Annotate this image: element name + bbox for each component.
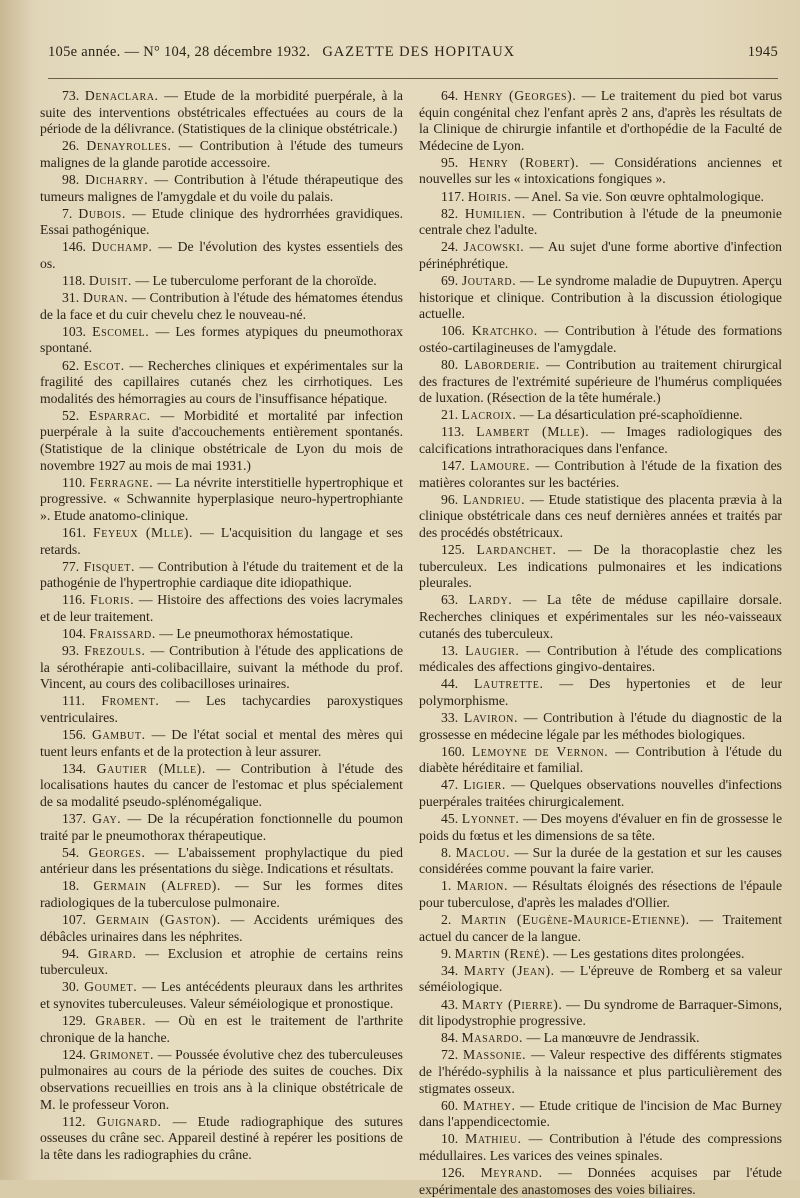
entry-number: 62.	[62, 357, 80, 373]
entry-number: 10.	[441, 1131, 459, 1147]
thesis-title: Contribution à l'étude du diabète héréditaire et familial.	[419, 743, 783, 776]
thesis-entry: 24. Jacowski. — Au sujet d'une forme abortive d'infection périnéphrétique.	[419, 239, 783, 271]
thesis-entry: 69. Joutard. — Le syndrome maladie de Dupuytren. Aperçu historique et clinique. Contribution à la discussion étiologique actuelle.	[419, 273, 782, 322]
thesis-title: Contribution à l'étude des formations ostéo-cartilagineuses de l'amygdale.	[419, 323, 783, 355]
journal-title: GAZETTE DES HOPITAUX	[322, 44, 516, 60]
entry-number: 107.	[62, 912, 86, 928]
right-column	[419, 88, 783, 1197]
author-name: Kratchko.	[471, 323, 538, 339]
author-name: Marty (Jean).	[463, 962, 555, 978]
author-name: Mathey.	[462, 1097, 516, 1113]
thesis-entry: 31. Duran. — Contribution à l'étude des hématomes étendus de la face et du cuir chevelu chez le nouveau-né.	[40, 290, 404, 322]
author-name: Meyrand.	[480, 1165, 543, 1180]
thesis-entry: 161. Feyeux (Mlle). — L'acquisition du langage et ses retards.	[40, 524, 404, 557]
entry-number: 104.	[62, 626, 86, 641]
entry-number: 8.	[441, 844, 452, 860]
thesis-title: Des hypertonies et de leur polymorphisme.	[419, 676, 783, 708]
thesis-title: La manœuvre de Jendrassik.	[543, 1030, 700, 1046]
author-name: Froment.	[101, 693, 160, 709]
entry-number: 96.	[441, 491, 459, 507]
entry-number: 156.	[62, 727, 86, 743]
author-name: Graber.	[95, 1013, 147, 1029]
thesis-entry: 96. Landrieu. — Etude statistique des placenta prævia à la clinique obstétricale dans ces neuf dernières années et traités par des procédés obstétricaux.	[419, 491, 783, 540]
page-number: 1945	[747, 44, 778, 60]
author-name: Feyeux (Mlle).	[93, 524, 194, 540]
thesis-entry: 52. Esparrac. — Morbidité et mortalité par infection puerpérale à la suite d'accouchements entièrement spontanés. (Statistique de la clinique obstétricale de Lyon du mois de novembre 1927 au mois de mai 1931.)	[40, 407, 403, 473]
entry-number: 7.	[62, 205, 73, 221]
entry-number: 106.	[441, 323, 465, 339]
thesis-entry: 112. Guignard. — Etude radiographique des sutures osseuses du crâne sec. Appareil destiné à repérer les positions de la tête dans les radiographies du crâne.	[40, 1113, 403, 1162]
author-name: Duran.	[82, 290, 129, 306]
thesis-entry: 18. Germain (Alfred). — Sur les formes dites radiologiques de la tuberculose pulmonaire.	[40, 878, 404, 910]
author-name: Laviron.	[463, 709, 518, 725]
thesis-entry: 111. Froment. — Les tachycardies paroxystiques ventriculaires.	[40, 693, 403, 725]
entry-number: 161.	[62, 524, 86, 540]
thesis-title: De la thoracoplastie chez les tuberculeux. Les indications pulmonaires et les indications pleurales.	[419, 542, 783, 591]
author-name: Joutard.	[461, 273, 517, 289]
thesis-entry: 43. Marty (Pierre). — Du syndrome de Barraquer-Simons, dit lipodystrophie progressive.	[419, 996, 782, 1029]
thesis-entry: 94. Girard. — Exclusion et atrophie de certains reins tuberculeux.	[40, 945, 404, 978]
issue-info: 105e année. — N° 104, 28 décembre 1932.	[48, 44, 311, 60]
author-name: Henry (Robert).	[468, 154, 580, 170]
thesis-entry: 1. Marion. — Résultats éloignés des résections de l'épaule pour tuberculose, d'après les malades d'Ollier.	[419, 878, 783, 910]
author-name: Lautrette.	[474, 676, 544, 692]
thesis-title: Contribution à l'étude des complications médicales des affections gingivo-dentaires.	[419, 642, 783, 675]
header-rule	[48, 78, 778, 79]
author-name: Girard.	[87, 945, 137, 961]
thesis-entry: 7. Dubois. — Etude clinique des hydrorrhées gravidiques. Essai pathogénique.	[40, 205, 404, 238]
entry-number: 54.	[62, 844, 80, 860]
thesis-title: Du syndrome de Barraquer-Simons, dit lipodystrophie progressive.	[419, 996, 782, 1029]
author-name: Floris.	[90, 592, 135, 608]
entry-number: 110.	[62, 474, 86, 490]
thesis-entry: 30. Goumet. — Les antécédents pleuraux dans les arthrites et synovites tuberculeuses. Valeur séméiologique et pronostique.	[40, 979, 403, 1012]
thesis-title: Sur la durée de la gestation et sur les causes considérées comme pouvant la faire varier.	[419, 844, 783, 877]
author-name: Duisit.	[88, 273, 132, 289]
entry-number: 160.	[441, 743, 465, 759]
author-name: Frezouls.	[84, 643, 146, 659]
author-name: Georges.	[88, 844, 146, 860]
entry-number: 9.	[441, 945, 452, 961]
author-name: Goumet.	[84, 979, 138, 995]
author-name: Fisquet.	[83, 558, 136, 574]
thesis-entry: 33. Laviron. — Contribution à l'étude du diagnostic de la grossesse en médecine légale par les méthodes biologiques.	[419, 709, 782, 742]
author-name: Denayrolles.	[86, 138, 172, 154]
thesis-title: Les antécédents pleuraux dans les arthrites et synovites tuberculeuses. Valeur séméiologique et pronostique.	[40, 979, 403, 1012]
thesis-title: Où en est le traitement de l'arthrite chronique de la hanche.	[40, 1013, 404, 1045]
thesis-title: Histoire des affections des voies lacrymales et de leur traitement.	[40, 592, 403, 624]
entry-number: 43.	[441, 996, 459, 1012]
thesis-entry: 84. Masardo. — La manœuvre de Jendrassik.	[441, 1030, 700, 1046]
entry-number: 77.	[62, 558, 80, 574]
thesis-entry: 8. Maclou. — Sur la durée de la gestation et sur les causes considérées comme pouvant la faire varier.	[419, 844, 783, 877]
author-name: Laborderie.	[464, 357, 540, 372]
thesis-entry: 104. Fraissard. — Le pneumothorax hémostatique.	[62, 626, 354, 641]
entry-number: 1.	[441, 878, 452, 894]
entry-number: 124.	[62, 1046, 86, 1062]
entry-number: 69.	[441, 273, 459, 289]
entry-number: 116.	[62, 592, 86, 608]
thesis-title: Contribution à l'étude des applications de la sérothérapie anti-colibacillaire, suivant la méthode du prof. Vincent, au cours des colibacilloses urinaires.	[40, 643, 404, 692]
thesis-entry: 47. Ligier. — Quelques observations nouvelles d'infections puerpérales traitées chirurgicalement.	[419, 777, 783, 809]
author-name: Lacroix.	[461, 407, 517, 423]
left-column	[40, 88, 403, 1162]
thesis-title: L'acquisition du langage et ses retards.	[40, 524, 404, 557]
thesis-title: Les formes atypiques du pneumothorax spontané.	[40, 323, 404, 356]
thesis-title: Etude critique de l'incision de Mac Burney dans l'appendicectomie.	[419, 1097, 783, 1130]
thesis-title: Exclusion et atrophie de certains reins tuberculeux.	[40, 945, 404, 978]
entry-number: 129.	[62, 1013, 86, 1029]
author-name: Humilien.	[464, 205, 526, 221]
author-name: Germain (Gaston).	[95, 912, 221, 928]
entry-number: 34.	[441, 962, 459, 978]
thesis-title: Résultats éloignés des résections de l'épaule pour tuberculose, d'après les malades d'Ollier.	[419, 878, 783, 910]
entry-number: 112.	[62, 1113, 86, 1129]
entry-number: 33.	[441, 709, 459, 725]
thesis-entry: 82. Humilien. — Contribution à l'étude de la pneumonie centrale chez l'adulte.	[419, 205, 783, 238]
thesis-entry: 21. Lacroix. — La désarticulation pré-scaphoïdienne.	[441, 407, 743, 423]
entry-number: 98.	[62, 171, 80, 187]
thesis-title: La névrite interstitielle hypertrophique et progressive. « Schwannite hyperplasique neuro-hypertrophiante ». Etude anatomo-clinique.	[40, 474, 403, 523]
thesis-entry: 2. Martin (Eugène-Maurice-Etienne). — Traitement actuel du cancer de la langue.	[419, 912, 782, 944]
thesis-title: Données acquises par l'étude expérimentale des anastomoses des voies biliaires.	[419, 1165, 783, 1197]
thesis-title: Contribution à l'étude de la fixation des matières colorantes sur les bactéries.	[419, 458, 783, 490]
thesis-title: Poussée évolutive chez des tuberculeuses pulmonaires au cours de la période des suites de couches. Dix observations recueillies en trois ans à la clinique obstétricale de M. le professeur Voron.	[40, 1046, 403, 1112]
author-name: Lemoyne de Vernon.	[471, 743, 609, 759]
thesis-entry: 107. Germain (Gaston). — Accidents urémiques des débâcles urinaires dans les néphrites.	[40, 912, 404, 944]
author-name: Laugier.	[465, 642, 520, 658]
entry-number: 113.	[441, 424, 465, 440]
thesis-entry: 60. Mathey. — Etude critique de l'incision de Mac Burney dans l'appendicectomie.	[419, 1097, 783, 1130]
thesis-title: Morbidité et mortalité par infection puerpérale à la suite d'accouchements entièrement spontanés. (Statistique de la clinique obstétricale de Lyon du mois de novembre 1927 au mois de mai 1931.)	[40, 407, 403, 473]
thesis-title: Etude de la morbidité puerpérale, à la suite des interventions obstétricales effectuées au cours de la période de la délivrance. (Statistiques de la clinique obstétricale.)	[40, 88, 404, 137]
author-name: Marion.	[456, 878, 508, 894]
author-name: Lardanchet.	[476, 542, 557, 558]
thesis-title: Etude clinique des hydrorrhées gravidiques. Essai pathogénique.	[40, 205, 404, 238]
author-name: Henry (Georges).	[463, 88, 577, 103]
entry-number: 73.	[62, 88, 80, 103]
entry-number: 94.	[62, 945, 80, 961]
thesis-title: Contribution à l'étude du diagnostic de la grossesse en médecine légale par les méthodes biologiques.	[419, 709, 782, 742]
author-name: Gay.	[92, 811, 122, 827]
thesis-entry: 98. Dicharry. — Contribution à l'étude thérapeutique des tumeurs malignes de l'amygdale et du voile du palais.	[40, 171, 404, 204]
author-name: Martin (Eugène-Maurice-Etienne).	[460, 912, 690, 928]
entry-number: 30.	[62, 979, 80, 995]
thesis-title: Etude radiographique des sutures osseuses du crâne sec. Appareil destiné à repérer les positions de la tête dans les radiographies du crâne.	[40, 1113, 403, 1162]
author-name: Lyonnet.	[461, 811, 520, 827]
thesis-title: Contribution à l'étude des tumeurs malignes de la glande parotide accessoire.	[40, 138, 404, 170]
thesis-title: Contribution à l'étude de la pneumonie centrale chez l'adulte.	[419, 205, 783, 238]
thesis-title: Contribution à l'étude des compressions médullaires. Les varices des veines spinales.	[419, 1131, 782, 1163]
thesis-entry: 13. Laugier. — Contribution à l'étude des complications médicales des affections gingivo-dentaires.	[419, 642, 783, 675]
author-name: Dicharry.	[85, 171, 149, 187]
thesis-entry: 72. Massonie. — Valeur respective des différents stigmates de l'hérédo-syphilis à la naissance et plus particulièrement des stigmates osseux.	[419, 1047, 782, 1096]
entry-number: 117.	[441, 188, 465, 204]
author-name: Lamoure.	[470, 458, 531, 474]
entry-number: 111.	[62, 693, 85, 709]
entry-number: 146.	[62, 239, 86, 255]
thesis-entry: 10. Mathieu. — Contribution à l'étude des compressions médullaires. Les varices des veines spinales.	[419, 1131, 782, 1163]
thesis-title: De l'évolution des kystes essentiels des os.	[40, 239, 404, 271]
thesis-entry: 160. Lemoyne de Vernon. — Contribution à l'étude du diabète héréditaire et familial.	[419, 743, 783, 776]
author-name: Gambut.	[91, 727, 146, 743]
thesis-title: La désarticulation pré-scaphoïdienne.	[536, 407, 743, 423]
thesis-title: Valeur respective des différents stigmates de l'hérédo-syphilis à la naissance et plus particulièrement des stigmates osseux.	[419, 1047, 782, 1096]
thesis-title: Images radiologiques des calcifications intrathoraciques dans l'enfance.	[419, 424, 783, 456]
author-name: Masardo.	[461, 1030, 524, 1046]
thesis-title: Etude statistique des placenta prævia à la clinique obstétricale dans ces neuf dernières années et traités par des procédés obstétricaux.	[419, 491, 783, 540]
entry-number: 72.	[441, 1047, 459, 1063]
thesis-title: Recherches cliniques et expérimentales sur la fragilité des capillaires cutanés chez les cirrhotiques. Les modalités des hémorragies au cours de l'insuffisance hépatique.	[40, 357, 404, 406]
entry-number: 118.	[62, 273, 86, 289]
thesis-entry: 95. Henry (Robert). — Considérations anciennes et nouvelles sur les « intoxications fongiques ».	[419, 154, 783, 187]
thesis-entry: 93. Frezouls. — Contribution à l'étude des applications de la sérothérapie anti-colibacillaire, suivant la méthode du prof. Vincent, au cours des colibacilloses urinaires.	[40, 643, 404, 692]
running-header	[48, 44, 778, 66]
thesis-entry: 110. Ferragne. — La névrite interstitielle hypertrophique et progressive. « Schwannite hyperplasique neuro-hypertrophiante ». Etude anatomo-clinique.	[40, 474, 403, 523]
author-name: Germain (Alfred).	[93, 878, 221, 894]
thesis-title: De la récupération fonctionnelle du poumon traité par le pneumothorax thérapeutique.	[40, 811, 403, 843]
author-name: Dubois.	[78, 205, 126, 221]
thesis-entry: 126. Meyrand. — Données acquises par l'étude expérimentale des anastomoses des voies biliaires.	[419, 1165, 783, 1197]
author-name: Maclou.	[455, 844, 510, 860]
thesis-entry: 44. Lautrette. — Des hypertonies et de leur polymorphisme.	[419, 676, 783, 708]
thesis-title: Le syndrome maladie de Dupuytren. Aperçu historique et clinique. Contribution à la discussion étiologique actuelle.	[419, 273, 782, 322]
thesis-entry: 54. Georges. — L'abaissement prophylactique du pied antérieur dans les présentations du siège. Indications et résultats.	[40, 844, 404, 877]
thesis-entry: 129. Graber. — Où en est le traitement de l'arthrite chronique de la hanche.	[40, 1013, 404, 1045]
author-name: Esparrac.	[88, 407, 151, 423]
thesis-title: Contribution à l'étude des localisations hautes du cancer de l'estomac et plus spécialement de sa modalité pseudo-splénomégalique.	[40, 760, 403, 809]
thesis-entry: 137. Gay. — De la récupération fonctionnelle du poumon traité par le pneumothorax thérapeutique.	[40, 811, 403, 843]
entry-number: 60.	[441, 1097, 459, 1113]
entry-number: 95.	[441, 154, 459, 170]
entry-number: 44.	[441, 676, 459, 692]
thesis-title: Quelques observations nouvelles d'infections puerpérales traitées chirurgicalement.	[419, 777, 783, 809]
entry-number: 103.	[62, 323, 86, 339]
thesis-entry: 62. Escot. — Recherches cliniques et expérimentales sur la fragilité des capillaires cutanés chez les cirrhotiques. Les modalités des hémorragies au cours de l'insuffisance hépatique.	[40, 357, 404, 406]
thesis-entry: 103. Escomel. — Les formes atypiques du pneumothorax spontané.	[40, 323, 404, 356]
author-name: Grimonet.	[89, 1046, 154, 1062]
entry-number: 82.	[441, 205, 459, 221]
thesis-title: Contribution à l'étude des hématomes étendus de la face et du cuir chevelu chez le nouveau-né.	[40, 290, 404, 322]
entry-number: 18.	[62, 878, 80, 894]
author-name: Guignard.	[96, 1113, 162, 1129]
author-name: Mathieu.	[465, 1131, 522, 1147]
author-name: Denaclara.	[84, 88, 159, 103]
thesis-entry: 156. Gambut. — De l'état social et mental des mères qui tuent leurs enfants et de la protection à leur assurer.	[40, 727, 404, 759]
entry-number: 64.	[441, 88, 459, 103]
thesis-title: Anel. Sa vie. Son œuvre ophtalmologique.	[531, 188, 764, 204]
thesis-title: Le tuberculome perforant de la choroïde.	[152, 273, 377, 289]
thesis-title: Traitement actuel du cancer de la langue.	[419, 912, 782, 944]
author-name: Escot.	[83, 357, 125, 373]
entry-number: 126.	[441, 1165, 465, 1180]
thesis-entry: 73. Denaclara. — Etude de la morbidité puerpérale, à la suite des interventions obstétricales effectuées au cours de la période de la délivrance. (Statistiques de la clinique obstétricale.)	[40, 88, 404, 137]
thesis-title: La tête de méduse capillaire dorsale. Recherches cliniques et expérimentales sur les néo-vaisseaux cutanés des tuberculeux.	[419, 592, 782, 641]
author-name: Marty (Pierre).	[461, 996, 563, 1012]
thesis-title: Au sujet d'une forme abortive d'infection périnéphrétique.	[419, 239, 783, 271]
entry-number: 2.	[441, 912, 452, 928]
thesis-entry: 116. Floris. — Histoire des affections des voies lacrymales et de leur traitement.	[40, 592, 403, 624]
author-name: Martin (René).	[454, 945, 550, 961]
thesis-title: Les gestations dites prolongées.	[570, 945, 745, 961]
thesis-entry: 63. Lardy. — La tête de méduse capillaire dorsale. Recherches cliniques et expérimentales sur les néo-vaisseaux cutanés des tuberculeux.	[419, 592, 782, 641]
entry-number: 147.	[441, 458, 465, 474]
author-name: Duchamp.	[91, 239, 153, 255]
author-name: Jacowski.	[463, 239, 525, 255]
thesis-title: Le traitement du pied bot varus équin congénital chez l'enfant après 2 ans, d'après les résultats de la Clinique de chirurgie infantile et d'orthopédie de la Faculté de Médecine de Lyon.	[419, 88, 783, 153]
thesis-entry: 26. Denayrolles. — Contribution à l'étude des tumeurs malignes de la glande parotide accessoire.	[40, 138, 404, 170]
thesis-entry: 117. Hoiris. — Anel. Sa vie. Son œuvre ophtalmologique.	[441, 188, 764, 204]
thesis-entry: 134. Gautier (Mlle). — Contribution à l'étude des localisations hautes du cancer de l'estomac et plus spécialement de sa modalité pseudo-splénomégalique.	[40, 760, 403, 809]
thesis-title: Contribution à l'étude du traitement et de la pathogénie de l'hypertrophie cardiaque dite idiopathique.	[40, 558, 404, 591]
thesis-list	[40, 88, 783, 1197]
thesis-title: L'abaissement prophylactique du pied antérieur dans les présentations du siège. Indications et résultats.	[40, 844, 404, 877]
entry-number: 125.	[441, 542, 465, 558]
entry-number: 13.	[441, 642, 459, 658]
thesis-entry: 146. Duchamp. — De l'évolution des kystes essentiels des os.	[40, 239, 404, 271]
author-name: Lardy.	[468, 592, 513, 608]
thesis-entry: 118. Duisit. — Le tuberculome perforant de la choroïde.	[62, 273, 377, 289]
thesis-title: Le pneumothorax hémostatique.	[176, 626, 354, 641]
author-name: Hoiris.	[467, 188, 512, 204]
thesis-entry: 34. Marty (Jean). — L'épreuve de Romberg et sa valeur séméiologique.	[419, 962, 783, 995]
entry-number: 45.	[441, 811, 459, 827]
author-name: Ferragne.	[89, 474, 154, 490]
author-name: Gautier (Mlle).	[96, 760, 206, 776]
thesis-title: Des moyens d'évaluer en fin de grossesse le poids du fœtus et les dimensions de sa tête.	[419, 811, 783, 843]
thesis-title: Contribution au traitement chirurgical des fractures de l'extrémité supérieure de l'humérus compliquées de luxation. (Résection de la tête humérale.)	[419, 357, 783, 406]
entry-number: 52.	[62, 407, 80, 423]
thesis-title: Considérations anciennes et nouvelles sur les « intoxications fongiques ».	[419, 154, 783, 187]
entry-number: 63.	[441, 592, 459, 608]
entry-number: 26.	[62, 138, 80, 154]
thesis-entry: 125. Lardanchet. — De la thoracoplastie chez les tuberculeux. Les indications pulmonaires et les indications pleurales.	[419, 542, 783, 591]
author-name: Escomel.	[92, 323, 150, 339]
entry-number: 24.	[441, 239, 459, 255]
thesis-title: Accidents urémiques des débâcles urinaires dans les néphrites.	[40, 912, 404, 944]
thesis-title: Les tachycardies paroxystiques ventriculaires.	[40, 693, 403, 725]
thesis-title: De l'état social et mental des mères qui tuent leurs enfants et de la protection à leur assurer.	[40, 727, 404, 759]
author-name: Landrieu.	[462, 491, 526, 507]
author-name: Massonie.	[462, 1047, 527, 1063]
thesis-entry: 64. Henry (Georges). — Le traitement du pied bot varus équin congénital chez l'enfant après 2 ans, d'après les résultats de la Clinique de chirurgie infantile et d'orthopédie de la Faculté de Médecine de Lyon.	[419, 88, 783, 153]
author-name: Lambert (Mlle).	[476, 424, 590, 440]
thesis-title: Contribution à l'étude thérapeutique des tumeurs malignes de l'amygdale et du voile du palais.	[40, 171, 404, 204]
author-name: Fraissard.	[89, 626, 156, 641]
entry-number: 93.	[62, 643, 80, 659]
author-name: Ligier.	[463, 777, 506, 793]
thesis-title: Sur les formes dites radiologiques de la tuberculose pulmonaire.	[40, 878, 404, 910]
thesis-entry: 9. Martin (René). — Les gestations dites prolongées.	[441, 945, 745, 961]
thesis-title: L'épreuve de Romberg et sa valeur séméiologique.	[419, 962, 783, 995]
thesis-entry: 77. Fisquet. — Contribution à l'étude du traitement et de la pathogénie de l'hypertrophie cardiaque dite idiopathique.	[40, 558, 404, 591]
thesis-entry: 124. Grimonet. — Poussée évolutive chez des tuberculeuses pulmonaires au cours de la période des suites de couches. Dix observations recueillies en trois ans à la clinique obstétricale de M. le professeur Voron.	[40, 1046, 403, 1112]
thesis-entry: 147. Lamoure. — Contribution à l'étude de la fixation des matières colorantes sur les bactéries.	[419, 458, 783, 490]
entry-number: 137.	[62, 811, 86, 827]
thesis-entry: 80. Laborderie. — Contribution au traitement chirurgical des fractures de l'extrémité supérieure de l'humérus compliquées de luxation. (Résection de la tête humérale.)	[419, 357, 783, 406]
entry-number: 84.	[441, 1030, 459, 1046]
entry-number: 31.	[62, 290, 80, 306]
entry-number: 47.	[441, 777, 459, 793]
thesis-entry: 45. Lyonnet. — Des moyens d'évaluer en fin de grossesse le poids du fœtus et les dimensions de sa tête.	[419, 811, 783, 843]
entry-number: 134.	[62, 760, 86, 776]
entry-number: 80.	[441, 357, 459, 372]
thesis-entry: 106. Kratchko. — Contribution à l'étude des formations ostéo-cartilagineuses de l'amygdale.	[419, 323, 783, 355]
thesis-entry: 113. Lambert (Mlle). — Images radiologiques des calcifications intrathoraciques dans l'enfance.	[419, 424, 783, 456]
entry-number: 21.	[441, 407, 459, 423]
